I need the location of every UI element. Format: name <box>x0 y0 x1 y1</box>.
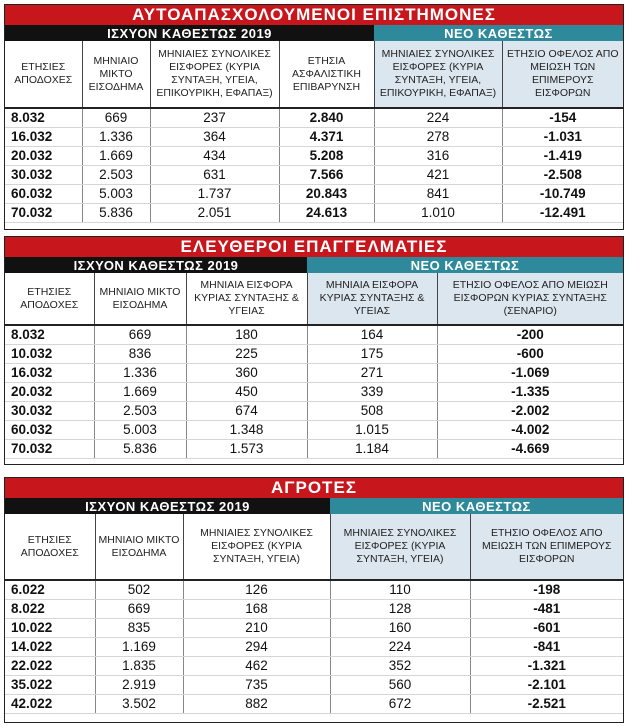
cell: -841 <box>470 637 623 656</box>
cell: 508 <box>307 401 437 420</box>
cell: 2.051 <box>150 203 279 222</box>
cell: 30.032 <box>5 165 82 184</box>
table-row <box>5 363 623 382</box>
cell: 8.032 <box>5 325 94 344</box>
header-monthly-gross-income: ΜΗΝΙΑΙΟ ΜΙΚΤΟ ΕΙΣΟΔΗΜΑ <box>94 273 186 325</box>
cell: 10.022 <box>5 618 95 637</box>
cell: 1.336 <box>82 127 150 146</box>
cell: 35.022 <box>5 675 95 694</box>
cell: 835 <box>95 618 183 637</box>
section-self-employed-scientists <box>4 4 624 230</box>
cell: 1.184 <box>307 439 437 458</box>
cell: -1.335 <box>437 382 623 401</box>
header-annual-benefit: ΕΤΗΣΙΟ ΟΦΕΛΟΣ ΑΠΟ ΜΕΙΩΣΗ ΤΩΝ ΕΠΙΜΕΡΟΥΣ ΕΙΣΦΟΡΩΝ <box>502 41 623 108</box>
table-row <box>5 694 623 713</box>
cell: -1.031 <box>502 127 623 146</box>
cell: -10.749 <box>502 184 623 203</box>
section-title: ΑΓΡΟΤΕΣ <box>5 478 623 498</box>
header-annual-benefit: ΕΤΗΣΙΟ ΟΦΕΛΟΣ ΑΠΟ ΜΕΙΩΣΗ ΤΩΝ ΕΠΙΜΕΡΟΥΣ ΕΙΣΦΟΡΩΝ <box>470 514 623 580</box>
current-regime-label: ΙΣΧΥΟΝ ΚΑΘΕΣΤΩΣ 2019 <box>5 498 330 514</box>
cell: 168 <box>183 599 330 618</box>
table-row <box>5 580 623 599</box>
table-header-row <box>5 273 623 325</box>
cell: 1.015 <box>307 420 437 439</box>
table-row <box>5 439 623 458</box>
cell: 4.371 <box>279 127 374 146</box>
cell: -4.002 <box>437 420 623 439</box>
cell: -2.508 <box>502 165 623 184</box>
header-new-monthly-contributions: ΜΗΝΙΑΙΕΣ ΣΥΝΟΛΙΚΕΣ ΕΙΣΦΟΡΕΣ (ΚΥΡΙΑ ΣΥΝΤΑΞΗ, ΥΓΕΙΑ) <box>330 514 470 580</box>
cell: 126 <box>183 580 330 599</box>
header-monthly-gross-income: ΜΗΝΙΑΙΟ ΜΙΚΤΟ ΕΙΣΟΔΗΜΑ <box>95 514 183 580</box>
cell: 224 <box>374 108 502 127</box>
cell: 339 <box>307 382 437 401</box>
cell: 60.032 <box>5 420 94 439</box>
cell: 560 <box>330 675 470 694</box>
header-monthly-total-contributions: ΜΗΝΙΑΙΕΣ ΣΥΝΟΛΙΚΕΣ ΕΙΣΦΟΡΕΣ (ΚΥΡΙΑ ΣΥΝΤΑΞΗ, ΥΓΕΙΑ, ΕΠΙΚΟΥΡΙΚΗ, ΕΦΑΠΑΞ) <box>150 41 279 108</box>
cell: 160 <box>330 618 470 637</box>
cell: 462 <box>183 656 330 675</box>
table-row <box>5 325 623 344</box>
cell: -2.101 <box>470 675 623 694</box>
new-regime-label: ΝΕΟ ΚΑΘΕΣΤΩΣ <box>330 498 623 514</box>
cell: 294 <box>183 637 330 656</box>
table-header-row <box>5 41 623 108</box>
table-row <box>5 382 623 401</box>
cell: 278 <box>374 127 502 146</box>
table-row <box>5 146 623 165</box>
section-freelancers <box>4 236 624 465</box>
cell: 1.835 <box>95 656 183 675</box>
cell: 20.032 <box>5 382 94 401</box>
current-regime-label: ΙΣΧΥΟΝ ΚΑΘΕΣΤΩΣ 2019 <box>5 257 307 273</box>
cell: 20.843 <box>279 184 374 203</box>
cell: 110 <box>330 580 470 599</box>
cell: 674 <box>186 401 307 420</box>
cell: 1.573 <box>186 439 307 458</box>
cell: 30.032 <box>5 401 94 420</box>
cell: 1.737 <box>150 184 279 203</box>
cell: -154 <box>502 108 623 127</box>
cell: 271 <box>307 363 437 382</box>
cell: -1.419 <box>502 146 623 165</box>
cell: 1.348 <box>186 420 307 439</box>
cell: 1.336 <box>94 363 186 382</box>
cell: 70.032 <box>5 439 94 458</box>
table-row <box>5 203 623 222</box>
cell: 631 <box>150 165 279 184</box>
cell: 841 <box>374 184 502 203</box>
header-annual-earnings: ΕΤΗΣΙΕΣ ΑΠΟΔΟΧΕΣ <box>5 41 82 108</box>
table-row <box>5 618 623 637</box>
cell: 128 <box>330 599 470 618</box>
cell: 22.022 <box>5 656 95 675</box>
cell: 14.022 <box>5 637 95 656</box>
cell: 669 <box>95 599 183 618</box>
header-monthly-gross-income: ΜΗΝΙΑΙΟ ΜΙΚΤΟ ΕΙΣΟΔΗΜΑ <box>82 41 150 108</box>
cell: 8.032 <box>5 108 82 127</box>
cell: -601 <box>470 618 623 637</box>
cell: 669 <box>94 325 186 344</box>
cell: 434 <box>150 146 279 165</box>
cell: 225 <box>186 344 307 363</box>
cell: 42.022 <box>5 694 95 713</box>
contributions-table <box>5 41 623 223</box>
cell: 175 <box>307 344 437 363</box>
cell: 2.840 <box>279 108 374 127</box>
cell: 5.003 <box>82 184 150 203</box>
cell: 5.836 <box>82 203 150 222</box>
contributions-table <box>5 273 623 459</box>
header-annual-earnings: ΕΤΗΣΙΕΣ ΑΠΟΔΟΧΕΣ <box>5 514 95 580</box>
table-row <box>5 344 623 363</box>
table-row <box>5 165 623 184</box>
cell: 2.919 <box>95 675 183 694</box>
cell: 224 <box>330 637 470 656</box>
cell: 421 <box>374 165 502 184</box>
cell: 2.503 <box>94 401 186 420</box>
cell: 1.669 <box>82 146 150 165</box>
cell: 1.010 <box>374 203 502 222</box>
table-row <box>5 420 623 439</box>
table-row <box>5 656 623 675</box>
cell: 164 <box>307 325 437 344</box>
cell: 502 <box>95 580 183 599</box>
cell: -2.521 <box>470 694 623 713</box>
section-title: ΑΥΤΟΑΠΑΣΧΟΛΟΥΜΕΝΟΙ ΕΠΙΣΤΗΜΟΝΕΣ <box>5 5 623 25</box>
cell: -12.491 <box>502 203 623 222</box>
new-regime-label: ΝΕΟ ΚΑΘΕΣΤΩΣ <box>374 25 623 41</box>
header-monthly-pension-health-contribution: ΜΗΝΙΑΙΑ ΕΙΣΦΟΡΑ ΚΥΡΙΑΣ ΣΥΝΤΑΞΗΣ & ΥΓΕΙΑΣ <box>186 273 307 325</box>
header-new-monthly-contributions: ΜΗΝΙΑΙΕΣ ΣΥΝΟΛΙΚΕΣ ΕΙΣΦΟΡΕΣ (ΚΥΡΙΑ ΣΥΝΤΑΞΗ, ΥΓΕΙΑ, ΕΠΙΚΟΥΡΙΚΗ, ΕΦΑΠΑΞ) <box>374 41 502 108</box>
cell: -4.669 <box>437 439 623 458</box>
cell: 20.032 <box>5 146 82 165</box>
cell: -1.069 <box>437 363 623 382</box>
table-row <box>5 184 623 203</box>
cell: 24.613 <box>279 203 374 222</box>
table-row <box>5 599 623 618</box>
section-title: ΕΛΕΥΘΕΡΟΙ ΕΠΑΓΓΕΛΜΑΤΙΕΣ <box>5 237 623 257</box>
cell: 70.032 <box>5 203 82 222</box>
header-annual-earnings: ΕΤΗΣΙΕΣ ΑΠΟΔΟΧΕΣ <box>5 273 94 325</box>
cell: -198 <box>470 580 623 599</box>
cell: 669 <box>82 108 150 127</box>
cell: 210 <box>183 618 330 637</box>
cell: 10.032 <box>5 344 94 363</box>
cell: 16.032 <box>5 363 94 382</box>
table-row <box>5 127 623 146</box>
cell: 5.003 <box>94 420 186 439</box>
cell: 8.022 <box>5 599 95 618</box>
cell: 316 <box>374 146 502 165</box>
table-row <box>5 401 623 420</box>
header-monthly-total-contributions: ΜΗΝΙΑΙΕΣ ΣΥΝΟΛΙΚΕΣ ΕΙΣΦΟΡΕΣ (ΚΥΡΙΑ ΣΥΝΤΑΞΗ, ΥΓΕΙΑ) <box>183 514 330 580</box>
cell: -481 <box>470 599 623 618</box>
contributions-table <box>5 514 623 714</box>
table-row <box>5 637 623 656</box>
cell: 1.669 <box>94 382 186 401</box>
header-annual-benefit-scenario: ΕΤΗΣΙΟ ΟΦΕΛΟΣ ΑΠΟ ΜΕΙΩΣΗ ΕΙΣΦΟΡΩΝ ΚΥΡΙΑΣ ΣΥΝΤΑΞΗΣ (ΣΕΝΑΡΙΟ) <box>437 273 623 325</box>
header-annual-insurance-burden: ΕΤΗΣΙΑ ΑΣΦΑΛΙΣΤΙΚΗ ΕΠΙΒΑΡΥΝΣΗ <box>279 41 374 108</box>
cell: 60.032 <box>5 184 82 203</box>
cell: -200 <box>437 325 623 344</box>
cell: -600 <box>437 344 623 363</box>
cell: 735 <box>183 675 330 694</box>
cell: 882 <box>183 694 330 713</box>
cell: 360 <box>186 363 307 382</box>
cell: 450 <box>186 382 307 401</box>
cell: 5.836 <box>94 439 186 458</box>
current-regime-label: ΙΣΧΥΟΝ ΚΑΘΕΣΤΩΣ 2019 <box>5 25 374 41</box>
header-new-monthly-pension-health-contribution: ΜΗΝΙΑΙΑ ΕΙΣΦΟΡΑ ΚΥΡΙΑΣ ΣΥΝΤΑΞΗΣ & ΥΓΕΙΑΣ <box>307 273 437 325</box>
cell: 2.503 <box>82 165 150 184</box>
cell: -2.002 <box>437 401 623 420</box>
cell: 5.208 <box>279 146 374 165</box>
table-row <box>5 108 623 127</box>
cell: 237 <box>150 108 279 127</box>
cell: 836 <box>94 344 186 363</box>
cell: 16.032 <box>5 127 82 146</box>
table-row <box>5 675 623 694</box>
section-farmers <box>4 477 624 723</box>
cell: 7.566 <box>279 165 374 184</box>
cell: 6.022 <box>5 580 95 599</box>
cell: 352 <box>330 656 470 675</box>
cell: 180 <box>186 325 307 344</box>
cell: 672 <box>330 694 470 713</box>
cell: 3.502 <box>95 694 183 713</box>
table-header-row <box>5 514 623 580</box>
new-regime-label: ΝΕΟ ΚΑΘΕΣΤΩΣ <box>307 257 623 273</box>
cell: 1.169 <box>95 637 183 656</box>
cell: -1.321 <box>470 656 623 675</box>
cell: 364 <box>150 127 279 146</box>
